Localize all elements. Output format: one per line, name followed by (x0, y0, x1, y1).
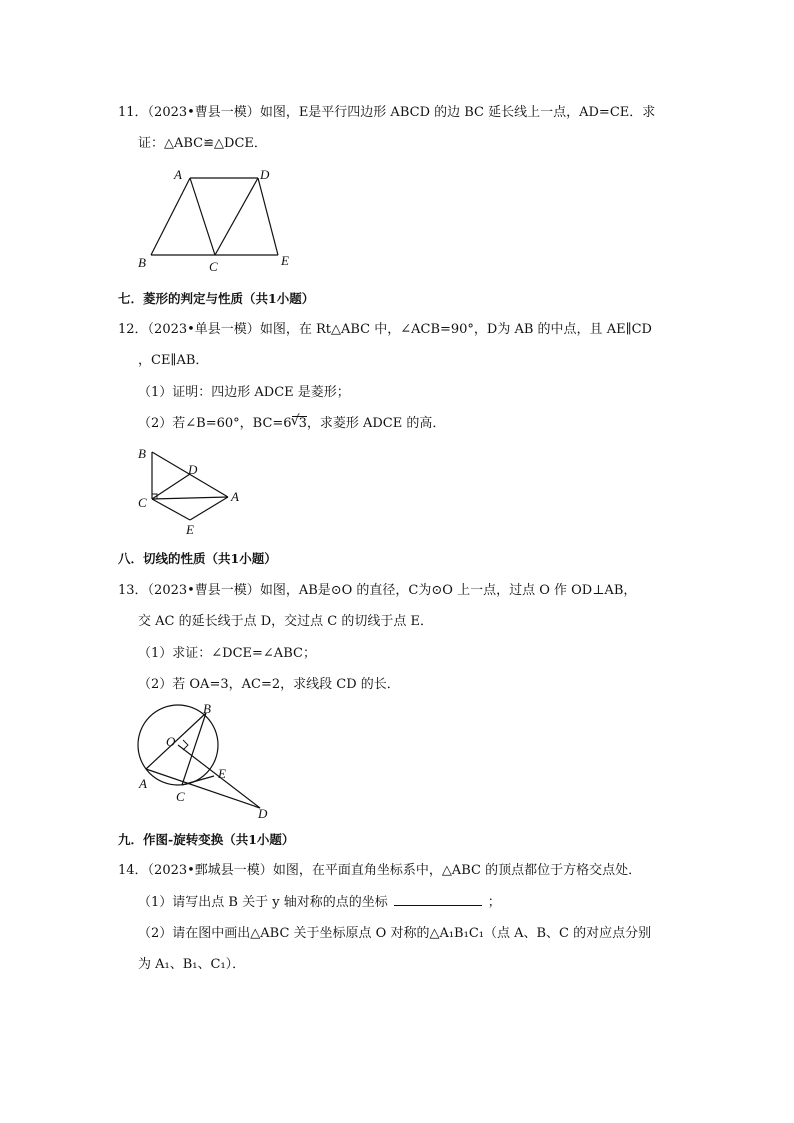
q13-label-O: O (166, 734, 176, 749)
q11-label-A: A (174, 167, 182, 182)
q12-label-D: D (188, 462, 198, 477)
section-8-heading: 八．切线的性质（共1小题） (118, 551, 277, 566)
q11-text: 如图，E是平行四边形 ABCD 的边 BC 延长线上一点，AD=CE．求 (259, 105, 656, 120)
q13-line1 (118, 582, 636, 600)
q13-label-C: C (176, 789, 185, 804)
q12-sqrt-sign: √ (290, 413, 300, 429)
q13-seg-CE (182, 776, 214, 785)
section-9-heading: 九．作图-旋转变换（共1小题） (118, 832, 295, 847)
section-7-heading: 七．菱形的判定与性质（共1小题） (118, 291, 315, 306)
q12-line1 (118, 321, 652, 339)
q11-seg-DE (258, 178, 278, 255)
q12-part2-prefix: （2）若∠B=60°，BC=6 (138, 416, 292, 431)
q14-source: （2023•鄄城县一模） (147, 863, 273, 878)
q13-number: 13． (118, 583, 148, 598)
q13-seg-AD (146, 769, 260, 808)
q14-answer-blank[interactable] (394, 893, 482, 906)
q11-label-D: D (260, 167, 270, 182)
q12-text: 如图，在 Rt△ABC 中，∠ACB=90°，D为 AB 的中点，且 AE∥CD (259, 322, 652, 337)
q12-label-C: C (138, 495, 147, 510)
q11-seg-AB (151, 178, 190, 255)
q14-text: 如图，在平面直角坐标系中，△ABC 的顶点都位于方格交点处． (272, 863, 642, 878)
q11-number: 11． (118, 105, 148, 120)
q11-line2: 证：△ABC≌△DCE． (138, 136, 267, 151)
q12-seg-CE (152, 499, 190, 520)
q11-figure (130, 163, 300, 278)
q14-number: 14． (118, 863, 148, 878)
q11-seg-AC (190, 178, 215, 255)
q13-label-E: E (218, 766, 226, 781)
q11-seg-DC (215, 178, 258, 255)
q13-figure (130, 700, 280, 825)
q14-part1 (138, 893, 501, 912)
q13-source: （2023•曹县一模） (147, 583, 260, 598)
q12-sqrt-radicand: 3 (298, 416, 307, 431)
q11-label-C: C (209, 259, 218, 274)
q11-source: （2023•曹县一模） (147, 105, 260, 120)
q13-label-D: D (258, 806, 268, 821)
q12-figure (130, 442, 260, 542)
q12-sqrt (290, 413, 307, 431)
q13-label-B: B (203, 701, 211, 716)
q11-label-B: B (138, 255, 146, 270)
q13-right-angle (183, 740, 188, 750)
q12-source: （2023•单县一模） (147, 322, 260, 337)
q12-seg-EA (190, 497, 228, 520)
q12-number: 12． (118, 322, 148, 337)
q13-part2: （2）若 OA=3，AC=2，求线段 CD 的长． (138, 677, 400, 692)
q11-label-E: E (281, 253, 289, 268)
q14-part1-end: ； (487, 895, 501, 910)
q12-label-B: B (138, 446, 146, 461)
q14-line1 (118, 862, 641, 880)
q13-part1: （1）求证：∠DCE=∠ABC； (138, 646, 316, 661)
q12-part1: （1）证明：四边形 ADCE 是菱形； (138, 385, 350, 400)
q14-part1-text: （1）请写出点 B 关于 y 轴对称的点的坐标 (138, 895, 388, 910)
q12-seg-CA (152, 497, 228, 499)
q11-line1 (118, 104, 655, 122)
q14-part3: 为 A₁、B₁、C₁）． (138, 957, 246, 972)
q13-text: 如图，AB是⊙O 的直径，C为⊙O 上一点，过点 O 作 OD⊥AB， (259, 583, 637, 598)
q12-part2 (138, 415, 445, 433)
q12-line2: ，CE∥AB． (138, 353, 209, 368)
q12-label-E: E (186, 522, 194, 537)
q13-line2: 交 AC 的延长线于点 D，交过点 C 的切线于点 E． (138, 614, 433, 629)
q12-label-A: A (231, 489, 239, 504)
q12-seg-CD (152, 474, 190, 499)
q14-part2: （2）请在图中画出△ABC 关于坐标原点 O 对称的△A₁B₁C₁（点 A、B、C 的对应点分别 (138, 926, 652, 941)
q12-part2-suffix: ，求菱形 ADCE 的高． (306, 416, 446, 431)
q13-label-A: A (139, 776, 147, 791)
